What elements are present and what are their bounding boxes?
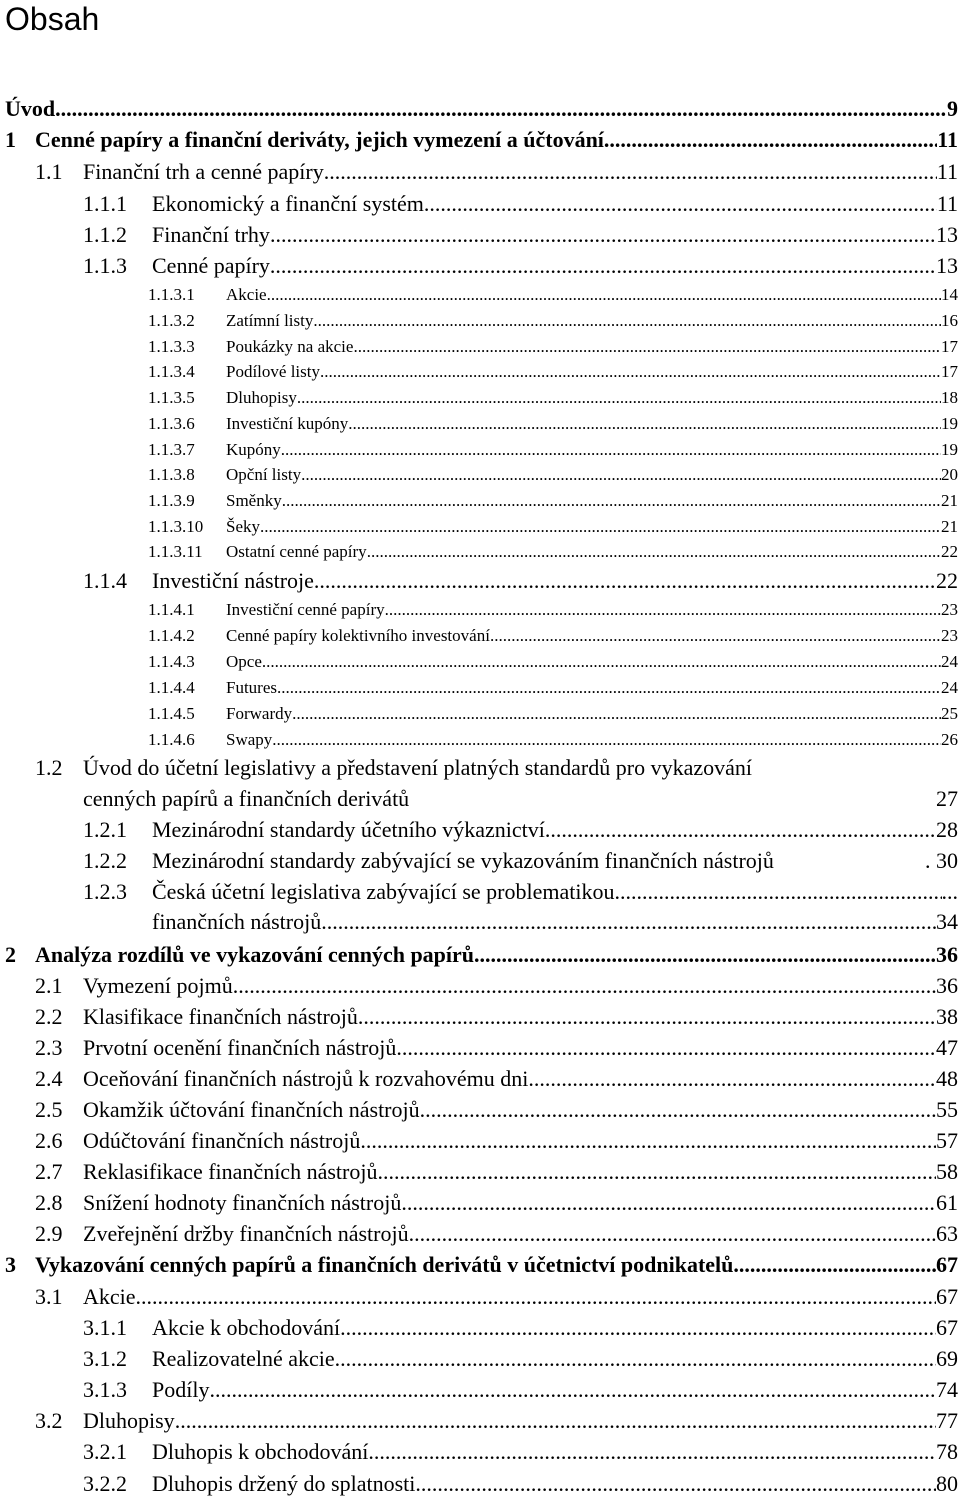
toc-dot-leader xyxy=(385,597,941,623)
toc-dot-leader xyxy=(353,334,941,360)
toc-entry[interactable] xyxy=(0,385,960,411)
toc-dot-leader xyxy=(209,1375,936,1405)
toc-entry-page: 28 xyxy=(936,817,958,842)
toc-dot-leader xyxy=(281,437,941,463)
toc-dot-leader xyxy=(545,815,936,845)
toc-entry[interactable] xyxy=(0,877,960,907)
toc-entry-title: Snížení hodnoty finančních nástrojů xyxy=(83,1190,402,1215)
toc-entry[interactable] xyxy=(0,1406,960,1436)
toc-entry-number: 1.2.3 xyxy=(83,879,127,904)
toc-entry-page: 36 xyxy=(936,942,958,967)
toc-entry[interactable] xyxy=(0,1095,960,1125)
toc-entry-title: Investiční kupóny xyxy=(226,414,349,433)
toc-entry[interactable] xyxy=(0,1469,960,1499)
toc-dot-leader xyxy=(267,282,941,308)
toc-entry-number: 2.3 xyxy=(35,1035,63,1060)
toc-entry-page: 11 xyxy=(937,127,958,152)
toc-entry-number: 1.1.4.1 xyxy=(148,600,195,619)
toc-entry-title: Úvod do účetní legislativy a představení platných standardů pro vykazování xyxy=(83,755,752,780)
toc-dot-leader xyxy=(424,189,937,219)
toc-entry-title: Česká účetní legislativa zabývající se problematikou xyxy=(152,879,615,904)
toc-entry-number: 1.1.4.4 xyxy=(148,678,195,697)
toc-entry-page: 9 xyxy=(947,96,958,121)
toc-entry-title: Dluhopisy xyxy=(226,388,297,407)
toc-dot-leader xyxy=(297,385,941,411)
toc-entry[interactable] xyxy=(0,539,960,565)
toc-entry-page: 21 xyxy=(941,517,958,536)
toc-entry[interactable] xyxy=(0,125,960,155)
toc-entry-title: Dluhopis k obchodování xyxy=(152,1439,369,1464)
toc-dot-leader xyxy=(262,649,941,675)
toc-entry-page: 18 xyxy=(941,388,958,407)
toc-dot-leader xyxy=(301,462,941,488)
toc-entry-number: 1.1.3.11 xyxy=(148,542,203,561)
toc-entry-title: Cenné papíry kolektivního investování xyxy=(226,626,490,645)
toc-entry-page: 13 xyxy=(936,222,958,247)
toc-entry-title: Zveřejnění držby finančních nástrojů xyxy=(83,1221,409,1246)
toc-entry-number: 1.1.1 xyxy=(83,191,127,216)
toc-entry[interactable] xyxy=(0,597,960,623)
toc-entry-page: 22 xyxy=(941,542,958,561)
toc-entry-number: 1 xyxy=(5,127,16,152)
toc-entry-page: 21 xyxy=(941,491,958,510)
toc-entry-number: 3.1 xyxy=(35,1284,63,1309)
toc-entry-page: 25 xyxy=(941,704,958,723)
toc-entry-title: Klasifikace finančních nástrojů xyxy=(83,1004,358,1029)
toc-entry[interactable] xyxy=(0,157,960,187)
toc-entry-page: 13 xyxy=(936,253,958,278)
toc-entry[interactable] xyxy=(0,189,960,219)
toc-entry-number: 1.1.3.3 xyxy=(148,337,195,356)
page-title: Obsah xyxy=(5,1,100,37)
toc-dot-leader xyxy=(490,623,941,649)
toc-entry-title: Dluhopis držený do splatnosti xyxy=(152,1471,416,1496)
toc-dot-leader xyxy=(260,514,941,540)
toc-entry-number: 1.2.2 xyxy=(83,848,127,873)
toc-dot-leader xyxy=(604,125,937,155)
toc-entry-title: Ostatní cenné papíry xyxy=(226,542,367,561)
toc-entry[interactable] xyxy=(0,462,960,488)
toc-entry[interactable] xyxy=(0,411,960,437)
toc-entry-title: finančních nástrojů xyxy=(152,909,322,934)
toc-entry-number: 1.1.2 xyxy=(83,222,127,247)
toc-entry-number: 3.1.1 xyxy=(83,1315,127,1340)
toc-entry-page: 16 xyxy=(941,311,958,330)
toc-entry[interactable] xyxy=(0,1002,960,1032)
toc-dot-leader xyxy=(335,1344,936,1374)
toc-entry[interactable] xyxy=(0,1313,960,1343)
toc-entry-title: Finanční trh a cenné papíry xyxy=(83,159,324,184)
toc-entry-page: 34 xyxy=(936,909,958,934)
toc-entry-title: Kupóny xyxy=(226,440,281,459)
toc-entry-title: Swapy xyxy=(226,730,273,749)
toc-entry[interactable] xyxy=(0,623,960,649)
toc-entry-number: 1.1.3.9 xyxy=(148,491,195,510)
toc-entry[interactable] xyxy=(0,1250,960,1280)
toc-entry-number: 1.1.4.6 xyxy=(148,730,195,749)
toc-entry[interactable] xyxy=(0,251,960,281)
toc-entry-page: 58 xyxy=(936,1159,958,1184)
toc-entry-number: 2.2 xyxy=(35,1004,63,1029)
toc-dot-leader xyxy=(277,675,941,701)
toc-entry[interactable] xyxy=(0,727,960,753)
toc-entry-page: 80 xyxy=(936,1471,958,1496)
toc-entry-title: Ekonomický a finanční systém xyxy=(152,191,424,216)
toc-entry[interactable] xyxy=(0,846,960,876)
toc-entry-title: Investiční cenné papíry xyxy=(226,600,385,619)
toc-entry-page: . 30 xyxy=(925,848,958,873)
toc-entry-title: Mezinárodní standardy zabývající se vykazováním finančních nástrojů xyxy=(152,848,774,873)
toc-entry-title: Cenné papíry a finanční deriváty, jejich vymezení a účtování xyxy=(35,127,604,152)
toc-entry-title: Směnky xyxy=(226,491,282,510)
toc-entry[interactable] xyxy=(0,1219,960,1249)
toc-entry-title: Realizovatelné akcie xyxy=(152,1346,335,1371)
toc-dot-leader xyxy=(136,1282,936,1312)
toc-entry-number: 3.2.1 xyxy=(83,1439,127,1464)
toc-entry[interactable] xyxy=(0,907,960,937)
toc-entry[interactable] xyxy=(0,1033,960,1063)
toc-dot-leader xyxy=(340,1313,936,1343)
toc-entry-number: 1.1.4 xyxy=(83,568,127,593)
toc-entry[interactable] xyxy=(0,753,960,783)
toc-entry-page: 17 xyxy=(941,337,958,356)
toc-entry-title: Odúčtování finančních nástrojů xyxy=(83,1128,361,1153)
toc-entry-title: Zatímní listy xyxy=(226,311,314,330)
toc-entry-title: Šeky xyxy=(226,517,260,536)
toc-dot-leader xyxy=(348,411,941,437)
toc-entry-number: 1.1.3 xyxy=(83,253,127,278)
toc-entry[interactable] xyxy=(0,220,960,250)
toc-entry-page: 47 xyxy=(936,1035,958,1060)
toc-dot-leader xyxy=(272,727,941,753)
toc-entry-page: 19 xyxy=(941,414,958,433)
toc-entry-number: 2.8 xyxy=(35,1190,63,1215)
toc-entry[interactable] xyxy=(0,566,960,596)
toc-entry-number: 1.1.3.8 xyxy=(148,465,195,484)
toc-entry[interactable] xyxy=(0,675,960,701)
toc-entry[interactable] xyxy=(0,815,960,845)
toc-entry-page: 38 xyxy=(936,1004,958,1029)
toc-entry-number: 3.1.2 xyxy=(83,1346,127,1371)
toc-entry-title: Finanční trhy xyxy=(152,222,270,247)
toc-entry-page: 24 xyxy=(941,652,958,671)
toc-entry-page: 63 xyxy=(936,1221,958,1246)
toc-entry-title: Analýza rozdílů ve vykazování cenných papírů xyxy=(35,942,475,967)
toc-entry-number: 1.1.3.7 xyxy=(148,440,195,459)
toc-entry-title: Vykazování cenných papírů a finančních derivátů v účetnictví podnikatelů xyxy=(35,1252,734,1277)
toc-entry-title: Forwardy xyxy=(226,704,293,723)
toc-dot-leader xyxy=(321,907,936,937)
toc-entry[interactable] xyxy=(0,308,960,334)
toc-dot-leader xyxy=(320,359,941,385)
toc-entry-page: 55 xyxy=(936,1097,958,1122)
toc-entry-page: ... xyxy=(941,879,958,904)
toc-entry-number: 2.6 xyxy=(35,1128,63,1153)
toc-dot-leader xyxy=(55,94,947,124)
toc-dot-leader xyxy=(270,220,936,250)
toc-entry-title: Mezinárodní standardy účetního výkaznictví xyxy=(152,817,545,842)
toc-entry-page: 77 xyxy=(936,1408,958,1433)
toc-entry-page: 67 xyxy=(936,1315,958,1340)
toc-entry-number: 1.2.1 xyxy=(83,817,127,842)
toc-entry-page: 19 xyxy=(941,440,958,459)
toc-entry-page: 61 xyxy=(936,1190,958,1215)
toc-entry-number: 2.9 xyxy=(35,1221,63,1246)
toc-entry-title: Dluhopisy xyxy=(83,1408,175,1433)
toc-entry-title: Úvod xyxy=(5,96,56,121)
toc-dot-leader xyxy=(409,1219,936,1249)
toc-dot-leader xyxy=(401,1188,936,1218)
toc-dot-leader xyxy=(420,1095,936,1125)
toc-entry[interactable] xyxy=(0,94,960,124)
toc-entry-page: 67 xyxy=(936,1252,958,1277)
toc-entry-page: 26 xyxy=(941,730,958,749)
toc-entry-title: Futures xyxy=(226,678,277,697)
toc-entry-page: 11 xyxy=(936,191,958,216)
toc-dot-leader xyxy=(314,566,936,596)
toc-dot-leader xyxy=(614,877,941,907)
toc-entry-number: 1.1 xyxy=(35,159,63,184)
toc-entry-page: 36 xyxy=(936,973,958,998)
toc-dot-leader xyxy=(358,1002,936,1032)
toc-entry[interactable] xyxy=(0,940,960,970)
toc-entry[interactable] xyxy=(0,649,960,675)
toc-entry-title: Investiční nástroje xyxy=(152,568,314,593)
toc-entry[interactable] xyxy=(0,334,960,360)
toc-dot-leader xyxy=(367,539,941,565)
toc-dot-leader xyxy=(360,1126,936,1156)
toc-entry-page: 22 xyxy=(936,568,958,593)
toc-entry-number: 2.1 xyxy=(35,973,63,998)
toc-entry-page: 24 xyxy=(941,678,958,697)
toc-dot-leader xyxy=(528,1064,936,1094)
toc-entry-number: 1.1.3.1 xyxy=(148,285,195,304)
toc-entry-page: 48 xyxy=(936,1066,958,1091)
toc-entry-title: cenných papírů a finančních derivátů xyxy=(83,786,410,811)
toc-entry[interactable] xyxy=(0,1157,960,1187)
toc-entry[interactable] xyxy=(0,514,960,540)
toc-entry-title: Akcie k obchodování xyxy=(152,1315,341,1340)
toc-entry-number: 1.1.3.5 xyxy=(148,388,195,407)
toc-entry-page: 20 xyxy=(941,465,958,484)
toc-entry-page: 57 xyxy=(936,1128,958,1153)
toc-entry-page: 14 xyxy=(941,285,958,304)
toc-entry-number: 2.7 xyxy=(35,1159,63,1184)
toc-entry-number: 1.1.3.4 xyxy=(148,362,195,381)
toc-entry-number: 1.1.3.10 xyxy=(148,517,204,536)
toc-entry-title: Prvotní ocenění finančních nástrojů xyxy=(83,1035,397,1060)
toc-entry-page: 74 xyxy=(936,1377,958,1402)
toc-entry-page: 11 xyxy=(936,159,958,184)
toc-dot-leader xyxy=(292,701,941,727)
toc-entry-number: 3 xyxy=(5,1252,16,1277)
toc-dot-leader xyxy=(270,251,936,281)
toc-entry-title: Poukázky na akcie xyxy=(226,337,354,356)
toc-entry-number: 2 xyxy=(5,942,16,967)
toc-entry-title: Podíly xyxy=(152,1377,210,1402)
toc-entry[interactable] xyxy=(0,437,960,463)
toc-dot-leader xyxy=(233,971,936,1001)
toc-entry[interactable] xyxy=(0,1344,960,1374)
toc-entry-page: 69 xyxy=(936,1346,958,1371)
toc-entry[interactable] xyxy=(0,488,960,514)
toc-entry-number: 3.1.3 xyxy=(83,1377,127,1402)
toc-entry-title: Okamžik účtování finančních nástrojů xyxy=(83,1097,420,1122)
toc-entry[interactable] xyxy=(0,784,960,814)
toc-entry-title: Oceňování finančních nástrojů k rozvahovému dni xyxy=(83,1066,529,1091)
toc-entry-title: Akcie xyxy=(83,1284,136,1309)
toc-entry-number: 1.1.3.6 xyxy=(148,414,195,433)
toc-entry-number: 2.5 xyxy=(35,1097,63,1122)
toc-entry-page: 27 xyxy=(936,786,958,811)
toc-entry[interactable] xyxy=(0,282,960,308)
toc-entry-number: 1.1.4.5 xyxy=(148,704,195,723)
toc-entry[interactable] xyxy=(0,1126,960,1156)
toc-dot-leader xyxy=(415,1469,936,1499)
toc-dot-leader xyxy=(377,1157,936,1187)
toc-dot-leader xyxy=(733,1250,936,1280)
toc-entry[interactable] xyxy=(0,359,960,385)
toc-entry-number: 1.1.3.2 xyxy=(148,311,195,330)
toc-entry-title: Reklasifikace finančních nástrojů xyxy=(83,1159,378,1184)
toc-entry[interactable] xyxy=(0,1188,960,1218)
toc-entry[interactable] xyxy=(0,1375,960,1405)
toc-entry-page: 17 xyxy=(941,362,958,381)
toc-dot-leader xyxy=(368,1437,936,1467)
toc-dot-leader xyxy=(474,940,936,970)
toc-entry-page: 67 xyxy=(936,1284,958,1309)
toc-entry-number: 3.2.2 xyxy=(83,1471,127,1496)
toc-entry[interactable] xyxy=(0,1282,960,1312)
toc-entry[interactable] xyxy=(0,971,960,1001)
toc-dot-leader xyxy=(396,1033,936,1063)
toc-entry-title: Opční listy xyxy=(226,465,302,484)
toc-entry-number: 1.2 xyxy=(35,755,63,780)
toc-entry[interactable] xyxy=(0,1064,960,1094)
toc-dot-leader xyxy=(324,157,937,187)
toc-entry-title: Akcie xyxy=(226,285,267,304)
toc-entry-title: Vymezení pojmů xyxy=(83,973,233,998)
toc-entry-title: Opce xyxy=(226,652,262,671)
toc-entry-title: Podílové listy xyxy=(226,362,320,381)
toc-entry-number: 2.4 xyxy=(35,1066,63,1091)
toc-entry-title: Cenné papíry xyxy=(152,253,270,278)
toc-entry-number: 3.2 xyxy=(35,1408,63,1433)
toc-entry-page: 78 xyxy=(936,1439,958,1464)
toc-entry[interactable] xyxy=(0,701,960,727)
toc-entry-number: 1.1.4.3 xyxy=(148,652,195,671)
toc-dot-leader xyxy=(282,488,941,514)
toc-entry[interactable] xyxy=(0,1437,960,1467)
toc-dot-leader xyxy=(175,1406,936,1436)
toc-entry-page: 23 xyxy=(941,600,958,619)
toc-entry-number: 1.1.4.2 xyxy=(148,626,195,645)
toc-dot-leader xyxy=(313,308,941,334)
toc-entry-page: 23 xyxy=(941,626,958,645)
